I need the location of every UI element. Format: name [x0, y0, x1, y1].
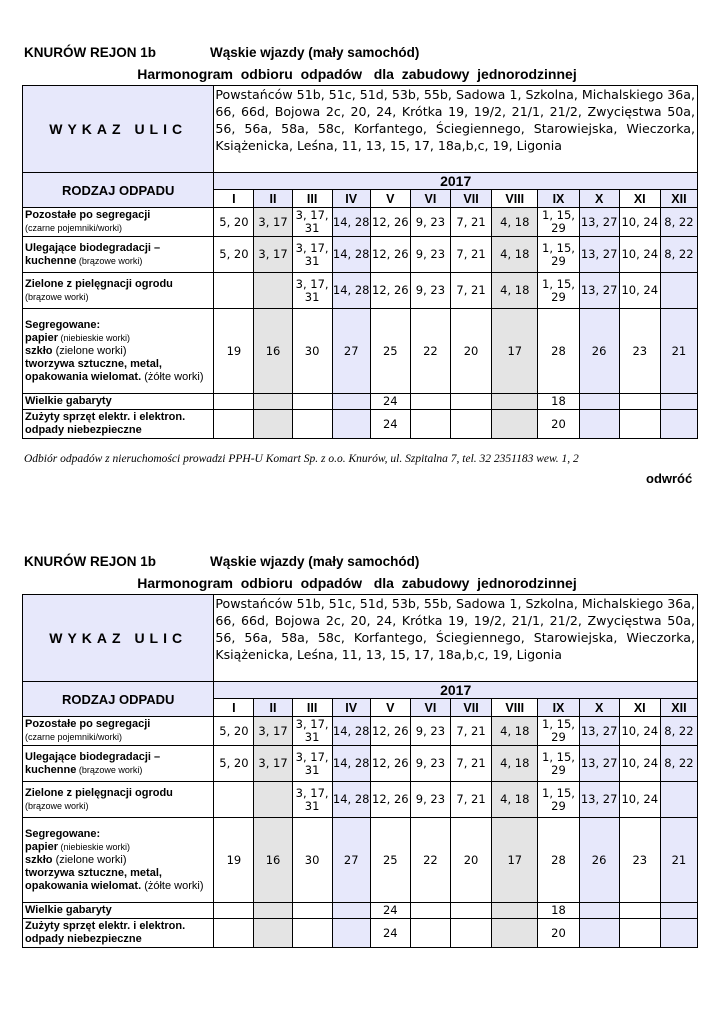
pickup-days-cell	[332, 903, 370, 919]
pickup-days-cell: 20	[450, 818, 491, 903]
pickup-days-cell	[450, 410, 491, 439]
pickup-days-cell	[619, 394, 660, 410]
pickup-days-cell: 7, 21	[450, 237, 491, 273]
pickup-days-cell: 10, 24	[619, 717, 660, 746]
vehicle-type-label: Wąskie wjazdy (mały samochód)	[210, 45, 420, 60]
pickup-days-cell: 8, 22	[660, 717, 697, 746]
pickup-days-cell: 27	[332, 818, 370, 903]
pickup-days-cell: 24	[370, 919, 410, 948]
waste-type-name	[23, 746, 214, 782]
waste-type-name	[23, 410, 214, 439]
pickup-days-cell	[450, 919, 491, 948]
waste-type-text: opakowania wielomat.	[25, 370, 142, 383]
sheet-header	[24, 45, 704, 63]
pickup-days-cell: 9, 23	[410, 782, 450, 818]
pickup-days-cell: 24	[370, 410, 410, 439]
waste-row	[23, 782, 698, 818]
pickup-days-cell: 7, 21	[450, 746, 491, 782]
pickup-days-cell: 28	[538, 309, 579, 394]
streets-label: WYKAZ ULIC	[23, 595, 214, 682]
pickup-days-cell	[579, 410, 619, 439]
year-row	[23, 682, 698, 699]
streets-label: WYKAZ ULIC	[23, 86, 214, 173]
pickup-days-cell: 3, 17, 31	[292, 237, 332, 273]
pickup-days-cell: 22	[410, 309, 450, 394]
waste-row	[23, 903, 698, 919]
pickup-days-cell: 21	[660, 309, 697, 394]
month-header: II	[254, 699, 292, 717]
waste-row	[23, 273, 698, 309]
pickup-days-cell	[660, 782, 697, 818]
streets-row	[23, 595, 698, 682]
pickup-days-cell: 12, 26	[370, 237, 410, 273]
pickup-days-cell: 27	[332, 309, 370, 394]
pickup-days-cell	[254, 903, 292, 919]
pickup-days-cell: 7, 21	[450, 208, 491, 237]
pickup-days-cell: 8, 22	[660, 746, 697, 782]
pickup-days-cell: 14, 28	[332, 273, 370, 309]
pickup-days-cell: 22	[410, 818, 450, 903]
pickup-days-cell: 8, 22	[660, 208, 697, 237]
pickup-days-cell: 23	[619, 309, 660, 394]
pickup-days-cell	[254, 782, 292, 818]
pickup-days-cell	[492, 394, 538, 410]
pickup-days-cell	[660, 273, 697, 309]
pickup-days-cell: 3, 17	[254, 208, 292, 237]
pickup-days-cell: 14, 28	[332, 782, 370, 818]
waste-type-name	[23, 782, 214, 818]
pickup-days-cell: 5, 20	[214, 237, 254, 273]
pickup-days-cell	[619, 410, 660, 439]
pickup-days-cell: 26	[579, 309, 619, 394]
waste-type-text: Wielkie gabaryty	[25, 395, 112, 407]
waste-type-text: Segregowane:	[25, 318, 101, 331]
waste-kind-header: RODZAJ ODPADU	[23, 682, 214, 717]
pickup-days-cell: 14, 28	[332, 237, 370, 273]
month-header: III	[292, 699, 332, 717]
month-header: I	[214, 699, 254, 717]
pickup-days-cell: 24	[370, 903, 410, 919]
month-header: VII	[450, 699, 491, 717]
waste-row	[23, 309, 698, 394]
pickup-days-cell: 9, 23	[410, 273, 450, 309]
month-header: XII	[660, 699, 697, 717]
pickup-days-cell: 3, 17	[254, 746, 292, 782]
year-header: 2017	[214, 682, 698, 699]
month-header: VIII	[492, 190, 538, 208]
pickup-days-cell	[492, 903, 538, 919]
schedule-title: Harmonogram odbioru odpadów dla zabudowy jednorodzinnej	[137, 575, 577, 591]
waste-type-text: (zielone worki)	[52, 344, 127, 357]
sheet-header	[24, 554, 704, 572]
pickup-days-cell	[619, 903, 660, 919]
vehicle-type-label: Wąskie wjazdy (mały samochód)	[210, 554, 420, 569]
waste-type-text: szkło	[25, 344, 53, 357]
month-header: X	[579, 190, 619, 208]
waste-type-text: tworzywa sztuczne, metal,	[25, 866, 162, 879]
waste-type-text: tworzywa sztuczne, metal,	[25, 357, 162, 370]
pickup-days-cell	[410, 410, 450, 439]
operator-note: Odbiór odpadów z nieruchomości prowadzi PPH-U Komart Sp. z o.o. Knurów, ul. Szpitalna 7, tel. 32 2351183 wew. 1, 2	[24, 453, 579, 465]
waste-type-text: (żółte worki)	[141, 370, 204, 383]
waste-type-name	[23, 208, 214, 237]
month-header: IV	[332, 190, 370, 208]
pickup-days-cell: 25	[370, 818, 410, 903]
pickup-days-cell: 1, 15, 29	[538, 237, 579, 273]
waste-type-text: opakowania wielomat.	[25, 879, 142, 892]
pickup-days-cell: 7, 21	[450, 717, 491, 746]
pickup-days-cell: 30	[292, 309, 332, 394]
waste-type-name	[23, 717, 214, 746]
waste-row	[23, 394, 698, 410]
waste-type-text: (brązowe worki)	[25, 291, 89, 302]
pickup-days-cell: 20	[450, 309, 491, 394]
pickup-days-cell: 4, 18	[492, 208, 538, 237]
month-header: VIII	[492, 699, 538, 717]
pickup-days-cell: 20	[538, 410, 579, 439]
pickup-days-cell	[492, 919, 538, 948]
pickup-days-cell: 9, 23	[410, 237, 450, 273]
pickup-days-cell	[254, 410, 292, 439]
pickup-days-cell: 14, 28	[332, 717, 370, 746]
pickup-days-cell: 10, 24	[619, 237, 660, 273]
year-header: 2017	[214, 173, 698, 190]
month-header: XI	[619, 190, 660, 208]
collection-schedule-table	[22, 85, 698, 439]
pickup-days-cell: 13, 27	[579, 746, 619, 782]
pickup-days-cell	[214, 782, 254, 818]
pickup-days-cell: 12, 26	[370, 208, 410, 237]
month-header: V	[370, 699, 410, 717]
pickup-days-cell	[660, 903, 697, 919]
month-header: XII	[660, 190, 697, 208]
pickup-days-cell: 5, 20	[214, 746, 254, 782]
waste-type-text: Zużyty sprzęt elektr. i elektron.	[25, 411, 186, 423]
waste-type-name	[23, 919, 214, 948]
collection-schedule-table	[22, 594, 698, 948]
streets-list: Powstańców 51b, 51c, 51d, 53b, 55b, Sadowa 1, Szkolna, Michalskiego 36a, 66, 66d, Bojowa 2c, 20, 24, Krótka 19, 19/2, 21/1, 21/2, Zwycięstwa 50a, 56, 56a, 58a, 58c, Korfantego, Ściegiennego, Starowiejska, Wieczorka, Książenicka, Leśna, 11, 13, 15, 17, 18a,b,c, 19, Ligonia	[214, 86, 698, 173]
pickup-days-cell: 13, 27	[579, 237, 619, 273]
month-header: II	[254, 190, 292, 208]
pickup-days-cell	[619, 919, 660, 948]
pickup-days-cell: 24	[370, 394, 410, 410]
pickup-days-cell: 4, 18	[492, 746, 538, 782]
pickup-days-cell: 3, 17	[254, 717, 292, 746]
month-header: III	[292, 190, 332, 208]
pickup-days-cell	[410, 903, 450, 919]
pickup-days-cell: 8, 22	[660, 237, 697, 273]
waste-type-text: (brązowe worki)	[76, 255, 143, 266]
pickup-days-cell: 10, 24	[619, 746, 660, 782]
pickup-days-cell: 1, 15, 29	[538, 717, 579, 746]
pickup-days-cell: 4, 18	[492, 782, 538, 818]
pickup-days-cell	[579, 903, 619, 919]
waste-type-text: Zużyty sprzęt elektr. i elektron.	[25, 920, 186, 932]
waste-type-name	[23, 903, 214, 919]
pickup-days-cell: 1, 15, 29	[538, 208, 579, 237]
pickup-days-cell: 3, 17, 31	[292, 746, 332, 782]
pickup-days-cell	[579, 394, 619, 410]
pickup-days-cell: 10, 24	[619, 208, 660, 237]
pickup-days-cell: 28	[538, 818, 579, 903]
pickup-days-cell: 16	[254, 818, 292, 903]
pickup-days-cell	[214, 394, 254, 410]
pickup-days-cell: 9, 23	[410, 208, 450, 237]
pickup-days-cell	[292, 919, 332, 948]
pickup-days-cell: 25	[370, 309, 410, 394]
pickup-days-cell: 3, 17, 31	[292, 273, 332, 309]
month-header: VI	[410, 699, 450, 717]
waste-type-text: (żółte worki)	[141, 879, 204, 892]
pickup-days-cell	[579, 919, 619, 948]
pickup-days-cell: 12, 26	[370, 782, 410, 818]
pickup-days-cell: 17	[492, 309, 538, 394]
waste-type-text: Ulegające biodegradacji –	[25, 750, 161, 763]
pickup-days-cell	[214, 919, 254, 948]
month-header: IV	[332, 699, 370, 717]
waste-type-name	[23, 237, 214, 273]
pickup-days-cell	[450, 903, 491, 919]
month-header: I	[214, 190, 254, 208]
month-header: XI	[619, 699, 660, 717]
schedule-title: Harmonogram odbioru odpadów dla zabudowy jednorodzinnej	[137, 66, 577, 82]
pickup-days-cell: 1, 15, 29	[538, 746, 579, 782]
waste-type-text: (niebieskie worki)	[58, 332, 131, 343]
waste-type-text: Segregowane:	[25, 827, 101, 840]
waste-type-name	[23, 818, 214, 903]
pickup-days-cell: 7, 21	[450, 273, 491, 309]
pickup-days-cell	[450, 394, 491, 410]
region-label: KNURÓW REJON 1b	[24, 45, 157, 60]
waste-type-text: Pozostałe po segregacji	[25, 209, 151, 221]
pickup-days-cell	[492, 410, 538, 439]
pickup-days-cell: 9, 23	[410, 746, 450, 782]
pickup-days-cell: 13, 27	[579, 717, 619, 746]
waste-row	[23, 208, 698, 237]
pickup-days-cell: 12, 26	[370, 717, 410, 746]
turn-over-label: odwróć	[646, 471, 693, 486]
pickup-days-cell: 18	[538, 903, 579, 919]
waste-type-text: papier	[25, 331, 59, 344]
pickup-days-cell: 26	[579, 818, 619, 903]
pickup-days-cell	[660, 394, 697, 410]
waste-type-name	[23, 309, 214, 394]
month-header: VI	[410, 190, 450, 208]
waste-row	[23, 746, 698, 782]
pickup-days-cell: 12, 26	[370, 273, 410, 309]
pickup-days-cell	[410, 394, 450, 410]
month-header: IX	[538, 190, 579, 208]
pickup-days-cell	[292, 410, 332, 439]
pickup-days-cell: 21	[660, 818, 697, 903]
waste-type-name	[23, 394, 214, 410]
pickup-days-cell	[254, 919, 292, 948]
month-header: IX	[538, 699, 579, 717]
pickup-days-cell: 3, 17, 31	[292, 782, 332, 818]
pickup-days-cell: 7, 21	[450, 782, 491, 818]
waste-type-text: Pozostałe po segregacji	[25, 718, 151, 730]
pickup-days-cell: 23	[619, 818, 660, 903]
waste-type-text: Ulegające biodegradacji –	[25, 241, 161, 254]
waste-type-text: kuchenne	[25, 254, 77, 267]
waste-type-text: Zielone z pielęgnacji ogrodu	[25, 277, 173, 290]
pickup-days-cell	[410, 919, 450, 948]
pickup-days-cell: 5, 20	[214, 208, 254, 237]
waste-type-text: (niebieskie worki)	[58, 841, 131, 852]
waste-type-text: Wielkie gabaryty	[25, 904, 112, 916]
pickup-days-cell	[254, 394, 292, 410]
waste-type-text: papier	[25, 840, 59, 853]
pickup-days-cell: 13, 27	[579, 782, 619, 818]
pickup-days-cell: 20	[538, 919, 579, 948]
pickup-days-cell: 1, 15, 29	[538, 782, 579, 818]
waste-type-text: odpady niebezpieczne	[25, 424, 142, 436]
pickup-days-cell: 3, 17	[254, 237, 292, 273]
waste-type-text: (brązowe worki)	[76, 764, 143, 775]
month-header: X	[579, 699, 619, 717]
month-header: V	[370, 190, 410, 208]
waste-type-text: (czarne pojemniki/worki)	[25, 732, 123, 742]
waste-type-text: szkło	[25, 853, 53, 866]
pickup-days-cell	[332, 410, 370, 439]
pickup-days-cell: 16	[254, 309, 292, 394]
pickup-days-cell	[214, 273, 254, 309]
pickup-days-cell	[660, 410, 697, 439]
waste-row	[23, 237, 698, 273]
pickup-days-cell: 10, 24	[619, 273, 660, 309]
pickup-days-cell: 9, 23	[410, 717, 450, 746]
pickup-days-cell	[660, 919, 697, 948]
waste-row	[23, 410, 698, 439]
waste-row	[23, 919, 698, 948]
pickup-days-cell: 14, 28	[332, 746, 370, 782]
waste-type-text: Zielone z pielęgnacji ogrodu	[25, 786, 173, 799]
pickup-days-cell	[332, 394, 370, 410]
pickup-days-cell: 5, 20	[214, 717, 254, 746]
pickup-days-cell: 14, 28	[332, 208, 370, 237]
pickup-days-cell: 19	[214, 818, 254, 903]
pickup-days-cell: 10, 24	[619, 782, 660, 818]
month-header: VII	[450, 190, 491, 208]
pickup-days-cell	[292, 394, 332, 410]
waste-type-text: kuchenne	[25, 763, 77, 776]
waste-kind-header: RODZAJ ODPADU	[23, 173, 214, 208]
streets-list: Powstańców 51b, 51c, 51d, 53b, 55b, Sadowa 1, Szkolna, Michalskiego 36a, 66, 66d, Bojowa 2c, 20, 24, Krótka 19, 19/2, 21/1, 21/2, Zwycięstwa 50a, 56, 56a, 58a, 58c, Korfantego, Ściegiennego, Starowiejska, Wieczorka, Książenicka, Leśna, 11, 13, 15, 17, 18a,b,c, 19, Ligonia	[214, 595, 698, 682]
waste-row	[23, 818, 698, 903]
pickup-days-cell	[214, 903, 254, 919]
waste-type-text: (brązowe worki)	[25, 800, 89, 811]
pickup-days-cell: 13, 27	[579, 208, 619, 237]
pickup-days-cell: 4, 18	[492, 237, 538, 273]
year-row	[23, 173, 698, 190]
waste-type-text: (czarne pojemniki/worki)	[25, 223, 123, 233]
streets-row	[23, 86, 698, 173]
pickup-days-cell: 12, 26	[370, 746, 410, 782]
pickup-days-cell	[292, 903, 332, 919]
pickup-days-cell: 1, 15, 29	[538, 273, 579, 309]
pickup-days-cell	[214, 410, 254, 439]
region-label: KNURÓW REJON 1b	[24, 554, 157, 569]
pickup-days-cell: 30	[292, 818, 332, 903]
pickup-days-cell	[332, 919, 370, 948]
pickup-days-cell	[254, 273, 292, 309]
waste-row	[23, 717, 698, 746]
waste-type-name	[23, 273, 214, 309]
pickup-days-cell: 13, 27	[579, 273, 619, 309]
pickup-days-cell: 19	[214, 309, 254, 394]
waste-type-text: odpady niebezpieczne	[25, 933, 142, 945]
pickup-days-cell: 3, 17, 31	[292, 208, 332, 237]
pickup-days-cell: 17	[492, 818, 538, 903]
pickup-days-cell: 4, 18	[492, 273, 538, 309]
waste-type-text: (zielone worki)	[52, 853, 127, 866]
pickup-days-cell: 18	[538, 394, 579, 410]
pickup-days-cell: 4, 18	[492, 717, 538, 746]
pickup-days-cell: 3, 17, 31	[292, 717, 332, 746]
